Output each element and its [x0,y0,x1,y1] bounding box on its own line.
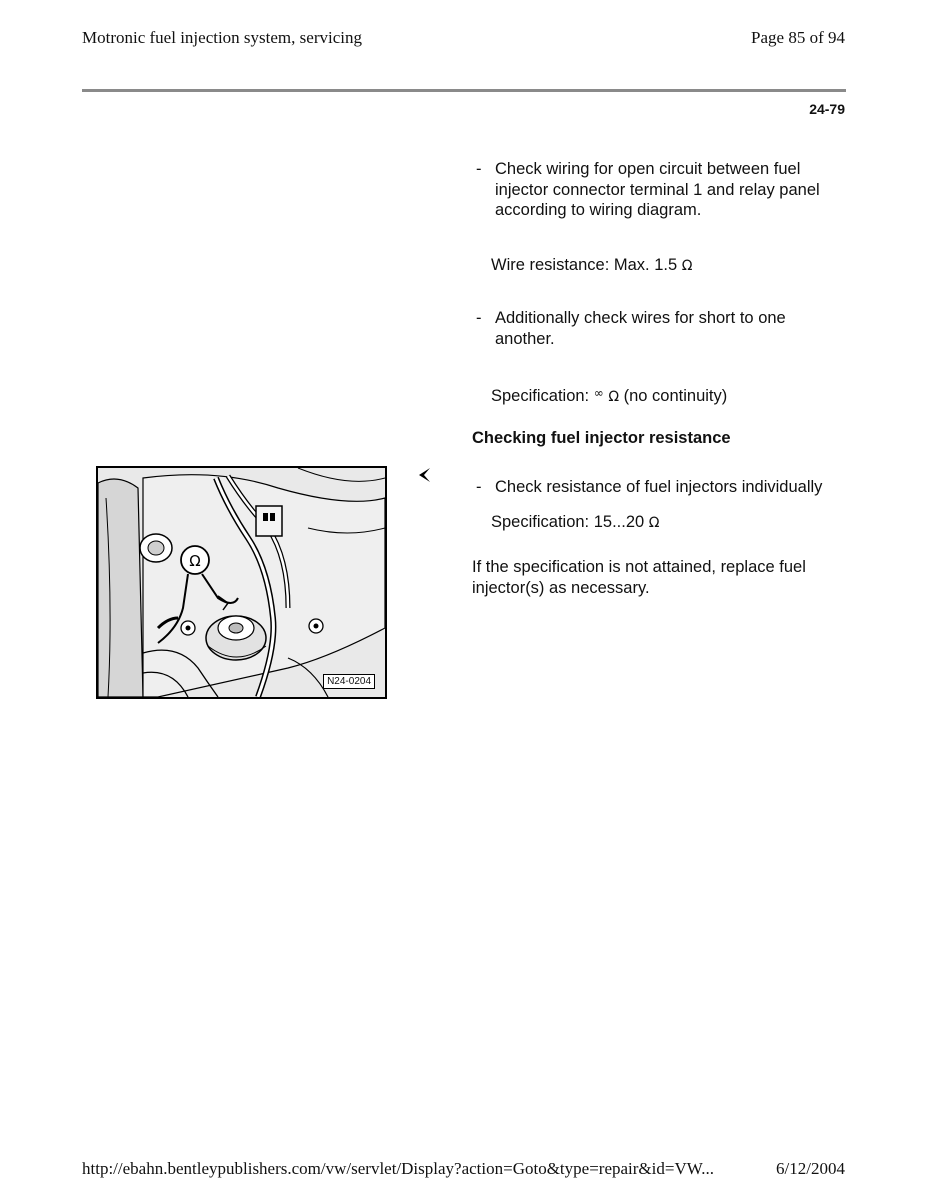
no-continuity-spec [472,383,871,408]
spec-suffix: (no continuity) [623,387,728,405]
replacement-note [472,557,852,598]
footer-url: http://ebahn.bentleypublishers.com/vw/servlet/Display?action=Goto&type=repair&id=VW... [82,1159,714,1178]
step-text-line: another. [495,329,555,348]
ohm-symbol: Ω [648,515,660,531]
spec-text: Specification: 15...20 [491,513,645,531]
infinity-symbol: ∞ [593,386,604,400]
note-line: injector(s) as necessary. [472,578,650,597]
ohm-symbol: Ω [608,389,620,405]
section-number: 24-79 [809,101,845,117]
note-line: If the specification is not attained, replace fuel [472,558,806,576]
injector-resistance-spec [472,512,871,534]
bullet-dash: - [476,309,482,327]
step-check-open-circuit [476,159,856,221]
page-header-title: Motronic fuel injection system, servicing [82,28,362,47]
step-check-injector-resistance [476,477,846,498]
fuel-injector-illustration [96,466,387,699]
header-divider [82,89,846,92]
bullet-dash: - [476,160,482,178]
spec-label: Specification: [491,387,590,405]
wire-resistance-spec [472,255,871,277]
bullet-dash: - [476,478,482,496]
ohm-meter-symbol: Ω [189,552,201,570]
step-text-line: Check resistance of fuel injectors individually [495,478,823,496]
ohm-symbol: Ω [681,258,693,274]
step-check-short [476,308,856,349]
step-text-line: according to wiring diagram. [495,201,702,219]
step-text-line: injector connector terminal 1 and relay panel [495,180,820,199]
spec-text: Wire resistance: Max. 1.5 [491,256,678,274]
step-text-line: Check wiring for open circuit between fuel [495,160,801,178]
figure-pointer-icon [416,466,432,484]
step-text-line: Additionally check wires for short to one [495,309,786,327]
engine-drawing [98,468,385,697]
page-number: Page 85 of 94 [751,28,845,47]
section-heading: Checking fuel injector resistance [472,429,731,447]
figure-reference-label: N24-0204 [323,674,375,689]
footer-date: 6/12/2004 [776,1159,845,1178]
